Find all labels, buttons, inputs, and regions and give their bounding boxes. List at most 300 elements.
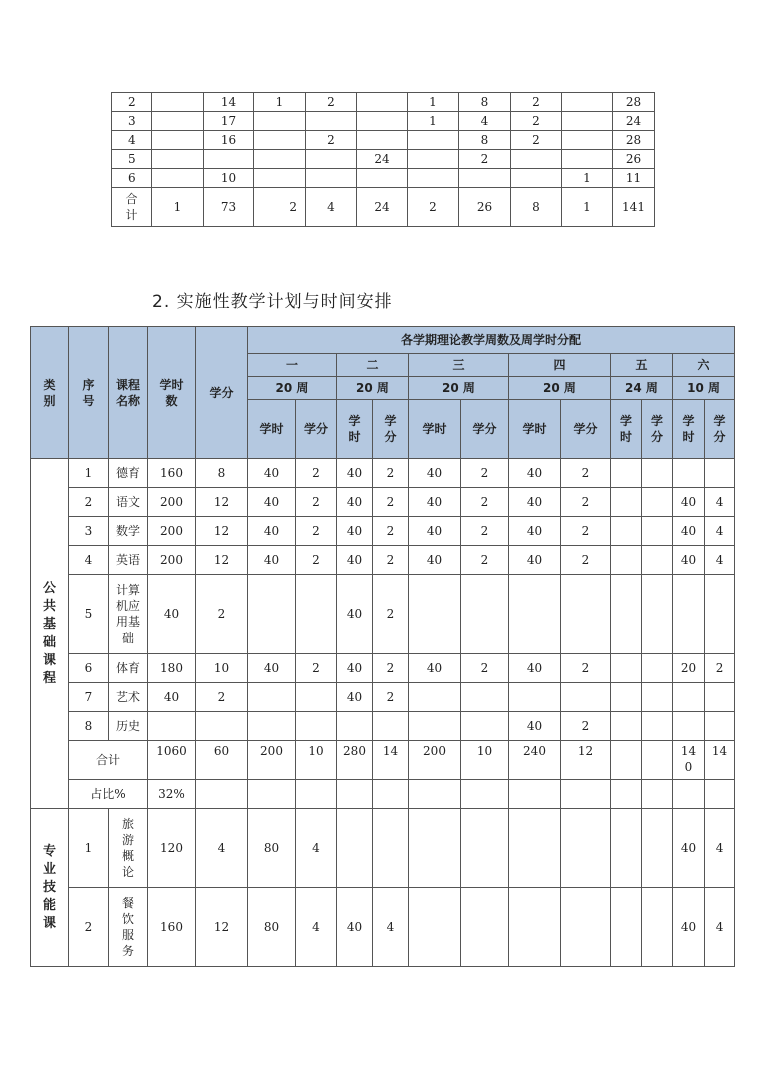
semester-cell (509, 888, 561, 967)
course-credits: 12 (196, 488, 248, 517)
course-name (109, 888, 148, 967)
semester-cell: 4 (705, 517, 735, 546)
summary-cell: 6 (112, 169, 152, 188)
course-credits: 8 (196, 459, 248, 488)
cell-line: 游 (121, 833, 134, 847)
semester-cell (248, 712, 296, 741)
semester-cell: 40 (673, 546, 705, 575)
semester-cell (461, 809, 509, 888)
semester-cell (705, 712, 735, 741)
semester-cell: 40 (409, 654, 461, 683)
summary-cell (152, 112, 204, 131)
semester-cell (337, 809, 373, 888)
course-row (31, 888, 735, 967)
semester-cell: 2 (373, 575, 409, 654)
semester-cell: 40 (248, 546, 296, 575)
subtotal-cell: 240 (509, 741, 561, 780)
summary-cell: 10 (204, 169, 254, 188)
summary-cell: 4 (459, 112, 511, 131)
semester-cell: 2 (373, 459, 409, 488)
semester-cell (461, 888, 509, 967)
course-credits (196, 712, 248, 741)
semester-cell: 40 (673, 488, 705, 517)
summary-cell (511, 169, 562, 188)
ratio-empty-cell (373, 780, 409, 809)
semester-cell: 40 (673, 517, 705, 546)
header-credits: 学分 (196, 327, 248, 459)
semester-cell: 2 (561, 546, 611, 575)
semester-cell: 2 (296, 654, 337, 683)
cell-line: 技 (42, 879, 56, 895)
semester-cell: 40 (337, 517, 373, 546)
subtotal-cell: 14 (373, 741, 409, 780)
course-row (31, 809, 735, 888)
semester-cell (642, 517, 673, 546)
course-seq: 2 (69, 488, 109, 517)
semester-cell (461, 575, 509, 654)
semester-cell (642, 546, 673, 575)
course-hours (148, 712, 196, 741)
semester-cell (611, 546, 642, 575)
semester-cell (642, 654, 673, 683)
semester-cell: 40 (509, 654, 561, 683)
course-hours: 40 (148, 683, 196, 712)
summary-cell (408, 150, 459, 169)
summary-total-cell: 141 (613, 188, 655, 227)
cell-line: 学 (682, 414, 695, 428)
subtotal-cell: 10 (296, 741, 337, 780)
ratio-empty-cell (248, 780, 296, 809)
summary-cell (254, 150, 306, 169)
semester-cell: 2 (461, 546, 509, 575)
cell-line: 时 (348, 430, 361, 444)
summary-cell: 24 (357, 150, 408, 169)
semester-cell: 40 (409, 459, 461, 488)
semester-cell: 2 (561, 459, 611, 488)
summary-total-cell: 73 (204, 188, 254, 227)
semester-cell (561, 809, 611, 888)
semester-cell (561, 575, 611, 654)
course-seq: 1 (69, 809, 109, 888)
semester-cell: 2 (296, 517, 337, 546)
cell-line: 时 (682, 430, 695, 444)
semester-cell (611, 683, 642, 712)
semester-name: 二 (337, 354, 409, 377)
summary-cell (152, 150, 204, 169)
semester-cell: 40 (409, 546, 461, 575)
semester-cell: 40 (337, 459, 373, 488)
subtotal-cell (673, 741, 705, 780)
cell-line: 时 (619, 430, 632, 444)
semester-cell: 40 (337, 888, 373, 967)
semester-cell: 40 (248, 517, 296, 546)
sub-header-credits (373, 400, 409, 459)
semester-cell: 40 (409, 488, 461, 517)
header-hours: 学时 数 (148, 327, 196, 459)
semester-weeks: 20 周 (337, 377, 409, 400)
course-seq: 4 (69, 546, 109, 575)
cell-line: 学 (619, 414, 632, 428)
semester-cell: 40 (509, 712, 561, 741)
cell-line: 学 (348, 414, 361, 428)
summary-cell (459, 169, 511, 188)
course-seq: 1 (69, 459, 109, 488)
semester-cell (337, 712, 373, 741)
subtotal-cell: 12 (561, 741, 611, 780)
course-row (31, 459, 735, 488)
summary-cell: 2 (511, 131, 562, 150)
sub-header-hours: 学时 (248, 400, 296, 459)
summary-cell: 2 (511, 112, 562, 131)
course-name (109, 517, 148, 546)
course-hours: 200 (148, 517, 196, 546)
course-name (109, 654, 148, 683)
header-course: 课程 名称 (109, 327, 148, 459)
course-credits: 12 (196, 517, 248, 546)
course-hours: 160 (148, 459, 196, 488)
summary-total-cell: 26 (459, 188, 511, 227)
semester-cell: 2 (561, 712, 611, 741)
course-name (109, 683, 148, 712)
subtotal-row (31, 741, 735, 780)
summary-cell: 2 (112, 93, 152, 112)
semester-cell (642, 888, 673, 967)
sub-header-hours (673, 400, 705, 459)
course-seq: 6 (69, 654, 109, 683)
semester-cell: 2 (561, 517, 611, 546)
semester-cell: 2 (373, 546, 409, 575)
course-row (31, 712, 735, 741)
category-professional-skill (31, 809, 69, 967)
summary-cell: 14 (204, 93, 254, 112)
sub-header-hours: 学时 (509, 400, 561, 459)
semester-name: 三 (409, 354, 509, 377)
sub-header-credits: 学分 (296, 400, 337, 459)
summary-cell: 26 (613, 150, 655, 169)
subtotal-cell (642, 741, 673, 780)
semester-cell (409, 712, 461, 741)
summary-total-cell: 1 (562, 188, 613, 227)
cell-line: 务 (121, 944, 134, 958)
course-row (31, 575, 735, 654)
cell-line: 用基 (115, 615, 140, 629)
cell-line: 计 (125, 208, 138, 222)
summary-cell (408, 131, 459, 150)
summary-cell (562, 131, 613, 150)
ratio-row (31, 780, 735, 809)
semester-cell (673, 459, 705, 488)
header-seq: 序 号 (69, 327, 109, 459)
cell-line: 0 (684, 760, 693, 774)
semester-cell (248, 683, 296, 712)
semester-cell (642, 809, 673, 888)
course-credits: 2 (196, 683, 248, 712)
subtotal-cell: 200 (409, 741, 461, 780)
subtotal-cell: 200 (248, 741, 296, 780)
semester-cell: 40 (509, 488, 561, 517)
section-title: 2. 实施性教学计划与时间安排 (152, 292, 393, 312)
ratio-empty-cell (409, 780, 461, 809)
semester-cell (705, 575, 735, 654)
cell-line: 服 (121, 928, 134, 942)
ratio-empty-cell (673, 780, 705, 809)
semester-cell (509, 683, 561, 712)
semester-cell (409, 809, 461, 888)
semester-cell: 40 (248, 654, 296, 683)
course-row (31, 683, 735, 712)
course-seq: 2 (69, 888, 109, 967)
course-name (109, 809, 148, 888)
cell-line: 概 (121, 849, 134, 863)
cell-line: 德育 (115, 466, 140, 480)
semester-cell (611, 809, 642, 888)
semester-cell (611, 712, 642, 741)
cell-line: 机应 (115, 599, 140, 613)
ratio-empty-cell (337, 780, 373, 809)
semester-cell (248, 575, 296, 654)
ratio-empty-cell (509, 780, 561, 809)
semester-cell (642, 683, 673, 712)
header-distribution: 各学期理论教学周数及周学时分配 (248, 327, 735, 354)
summary-cell: 2 (306, 131, 357, 150)
sub-header-hours (611, 400, 642, 459)
ratio-empty-cell (611, 780, 642, 809)
sub-header-credits: 学分 (461, 400, 509, 459)
summary-cell (254, 131, 306, 150)
course-seq: 3 (69, 517, 109, 546)
semester-cell (296, 683, 337, 712)
semester-weeks: 20 周 (409, 377, 509, 400)
semester-cell (373, 712, 409, 741)
sub-header-credits: 学分 (561, 400, 611, 459)
semester-cell (461, 712, 509, 741)
course-seq: 7 (69, 683, 109, 712)
cell-line: 数学 (115, 524, 140, 538)
semester-cell: 2 (296, 459, 337, 488)
semester-cell: 2 (561, 654, 611, 683)
cell-line: 课 (42, 652, 56, 668)
semester-cell (296, 575, 337, 654)
cell-line: 础 (42, 634, 56, 650)
semester-cell: 4 (705, 809, 735, 888)
category-public-basic (31, 459, 69, 809)
cell-line: 合 (125, 192, 138, 206)
summary-cell (357, 131, 408, 150)
semester-cell: 4 (296, 809, 337, 888)
cell-line: 14 (680, 744, 697, 758)
semester-cell (561, 888, 611, 967)
summary-cell: 1 (408, 93, 459, 112)
cell-line: 饮 (121, 912, 134, 926)
summary-cell (204, 150, 254, 169)
semester-cell: 2 (461, 517, 509, 546)
sub-header-hours (337, 400, 373, 459)
semester-cell: 4 (296, 888, 337, 967)
summary-total-cell: 2 (408, 188, 459, 227)
course-row (31, 654, 735, 683)
summary-total-cell: 24 (357, 188, 408, 227)
semester-cell: 40 (337, 488, 373, 517)
cell-line: 分 (650, 430, 663, 444)
summary-cell (152, 93, 204, 112)
summary-cell: 2 (459, 150, 511, 169)
semester-cell (705, 683, 735, 712)
semester-cell: 4 (373, 888, 409, 967)
semester-cell (373, 809, 409, 888)
summary-row (112, 131, 655, 150)
summary-cell: 28 (613, 93, 655, 112)
summary-row (112, 112, 655, 131)
ratio-empty-cell (296, 780, 337, 809)
semester-cell: 2 (373, 654, 409, 683)
semester-cell (611, 517, 642, 546)
semester-cell: 2 (461, 488, 509, 517)
cell-line: 能 (42, 897, 56, 913)
semester-cell: 80 (248, 888, 296, 967)
semester-cell (409, 888, 461, 967)
semester-cell: 2 (461, 459, 509, 488)
semester-name: 五 (611, 354, 673, 377)
ratio-empty-cell (705, 780, 735, 809)
semester-cell (642, 575, 673, 654)
semester-cell: 20 (673, 654, 705, 683)
summary-row (112, 93, 655, 112)
course-row (31, 488, 735, 517)
cell-line: 公 (42, 580, 56, 596)
cell-line: 语文 (115, 495, 140, 509)
summary-cell (357, 169, 408, 188)
cell-line: 分 (384, 430, 397, 444)
semester-cell: 40 (248, 459, 296, 488)
semester-cell: 40 (509, 517, 561, 546)
semester-cell: 40 (673, 809, 705, 888)
ratio-empty-cell (461, 780, 509, 809)
summary-total-label (112, 188, 152, 227)
semester-cell: 2 (373, 488, 409, 517)
course-hours: 200 (148, 546, 196, 575)
cell-line: 学 (650, 414, 663, 428)
course-hours: 180 (148, 654, 196, 683)
summary-cell: 24 (613, 112, 655, 131)
cell-line: 英语 (115, 553, 140, 567)
course-hours: 200 (148, 488, 196, 517)
summary-cell: 28 (613, 131, 655, 150)
summary-cell (254, 169, 306, 188)
course-hours: 160 (148, 888, 196, 967)
subtotal-cell: 10 (461, 741, 509, 780)
semester-cell: 2 (561, 488, 611, 517)
semester-cell (561, 683, 611, 712)
summary-cell: 16 (204, 131, 254, 150)
summary-cell (357, 112, 408, 131)
semester-cell: 40 (248, 488, 296, 517)
summary-total-cell: 8 (511, 188, 562, 227)
course-name (109, 546, 148, 575)
subtotal-cell: 280 (337, 741, 373, 780)
summary-cell: 8 (459, 93, 511, 112)
semester-weeks: 20 周 (248, 377, 337, 400)
summary-cell (562, 93, 613, 112)
ratio-value: 32% (148, 780, 196, 809)
summary-cell: 1 (408, 112, 459, 131)
summary-cell (306, 169, 357, 188)
semester-cell: 40 (409, 517, 461, 546)
cell-line: 程 (42, 670, 56, 686)
semester-cell: 40 (337, 575, 373, 654)
semester-cell: 2 (373, 683, 409, 712)
semester-weeks: 10 周 (673, 377, 735, 400)
semester-cell (642, 712, 673, 741)
course-seq: 5 (69, 575, 109, 654)
summary-cell: 8 (459, 131, 511, 150)
semester-cell (611, 654, 642, 683)
semester-cell: 4 (705, 546, 735, 575)
summary-cell (408, 169, 459, 188)
cell-line: 共 (42, 598, 56, 614)
cell-line: 课 (42, 915, 56, 931)
cell-line: 餐 (121, 896, 134, 910)
semester-cell: 2 (296, 488, 337, 517)
summary-cell: 2 (511, 93, 562, 112)
cell-line: 旅 (121, 817, 134, 831)
summary-cell: 5 (112, 150, 152, 169)
course-name (109, 712, 148, 741)
summary-cell (562, 150, 613, 169)
teaching-plan-table (30, 326, 735, 967)
course-name (109, 488, 148, 517)
course-credits: 12 (196, 888, 248, 967)
subtotal-cell: 14 (705, 741, 735, 780)
summary-cell: 17 (204, 112, 254, 131)
summary-cell (152, 131, 204, 150)
semester-cell (673, 683, 705, 712)
summary-cell: 4 (112, 131, 152, 150)
course-row (31, 546, 735, 575)
semester-cell (673, 712, 705, 741)
semester-cell (611, 575, 642, 654)
course-seq: 8 (69, 712, 109, 741)
semester-cell (509, 575, 561, 654)
summary-cell: 1 (562, 169, 613, 188)
semester-cell: 2 (373, 517, 409, 546)
cell-line: 专 (42, 843, 56, 859)
cell-line: 学 (713, 414, 726, 428)
semester-cell (409, 683, 461, 712)
semester-cell (642, 488, 673, 517)
cell-line: 艺术 (115, 690, 140, 704)
course-hours: 40 (148, 575, 196, 654)
header-category: 类 别 (31, 327, 69, 459)
semester-name: 六 (673, 354, 735, 377)
sub-header-credits (705, 400, 735, 459)
semester-cell (611, 459, 642, 488)
semester-cell (705, 459, 735, 488)
cell-line: 历史 (115, 719, 140, 733)
summary-cell: 2 (306, 93, 357, 112)
semester-cell: 40 (509, 459, 561, 488)
summary-cell: 11 (613, 169, 655, 188)
ratio-empty-cell (561, 780, 611, 809)
semester-cell: 40 (509, 546, 561, 575)
cell-line: 体育 (115, 661, 140, 675)
cell-line: 学 (384, 414, 397, 428)
ratio-empty-cell (196, 780, 248, 809)
course-credits: 12 (196, 546, 248, 575)
course-credits: 10 (196, 654, 248, 683)
subtotal-cell (611, 741, 642, 780)
ratio-empty-cell (642, 780, 673, 809)
semester-name: 一 (248, 354, 337, 377)
